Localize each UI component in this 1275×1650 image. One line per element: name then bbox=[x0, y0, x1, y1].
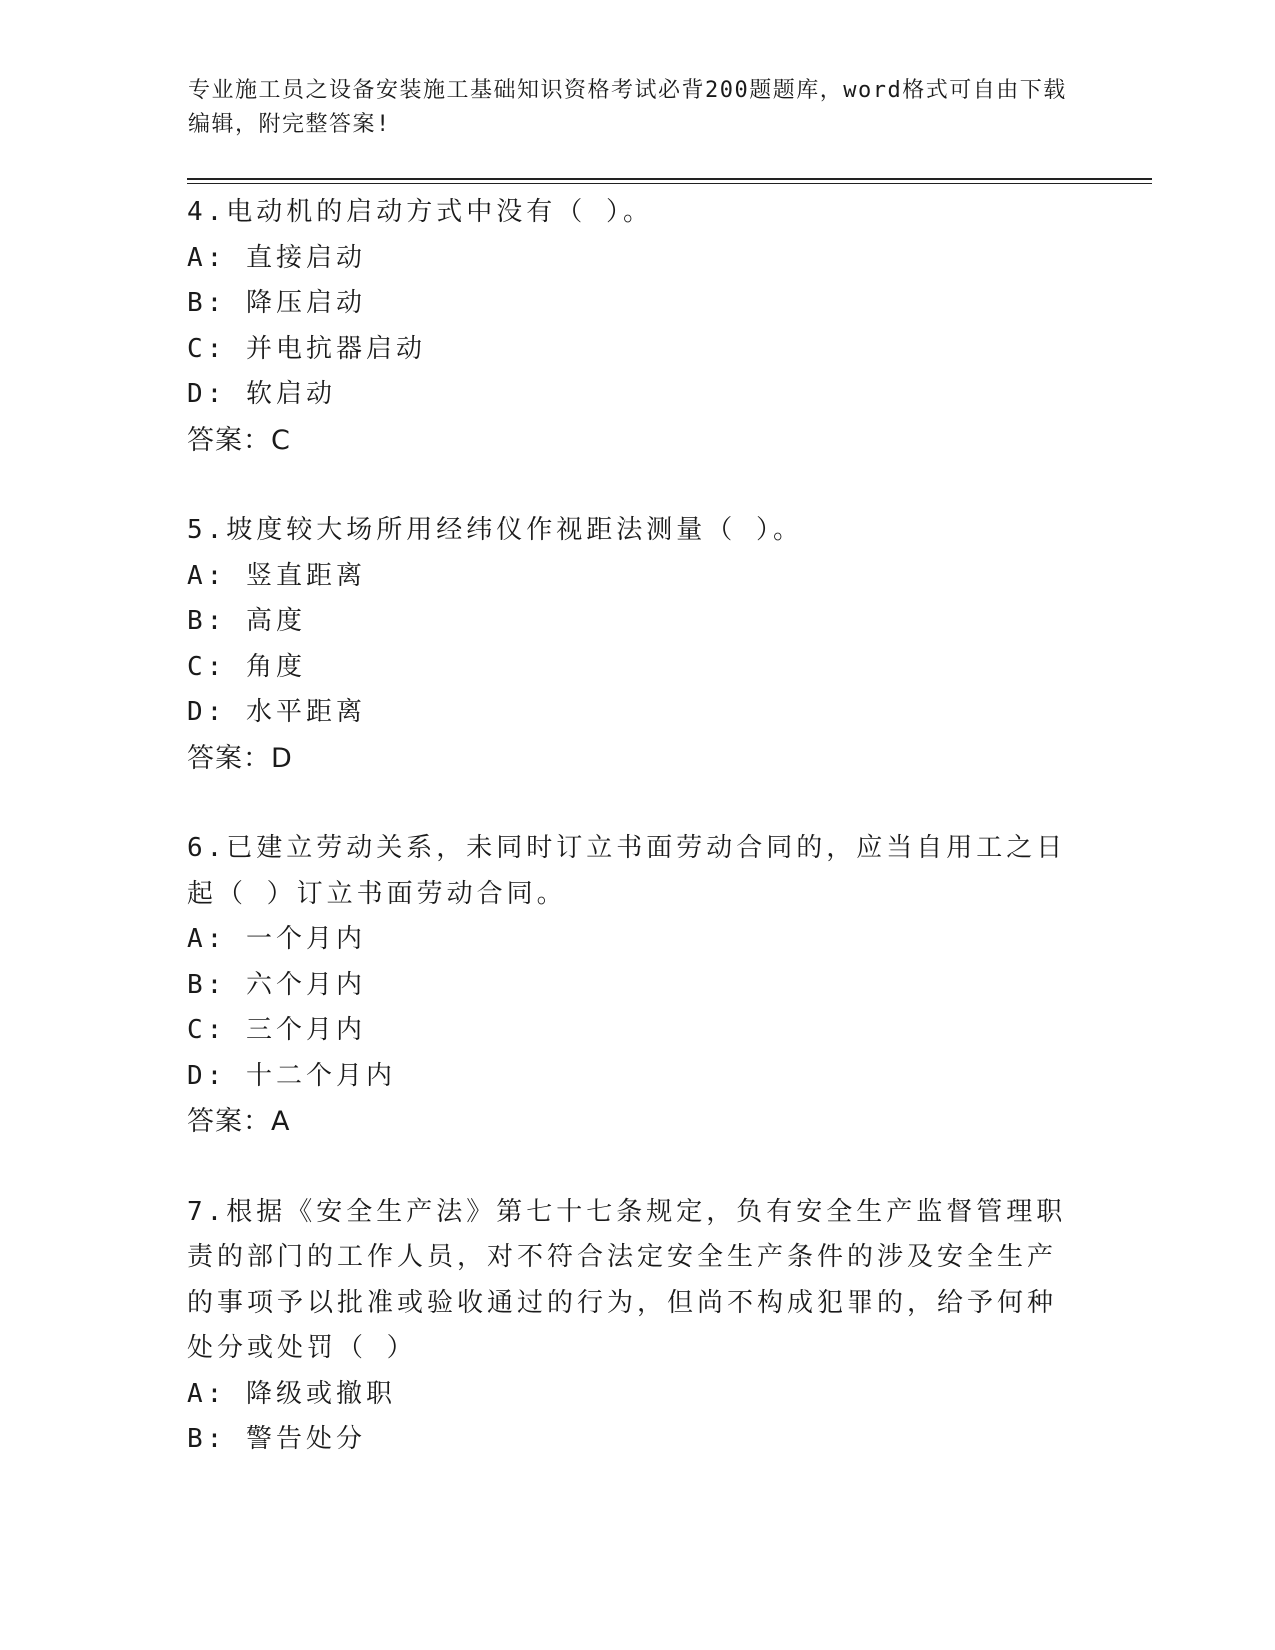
question-list bbox=[187, 190, 1067, 1508]
question-item bbox=[187, 1190, 1067, 1463]
question-stem: 4.电动机的启动方式中没有（ ）。 bbox=[187, 197, 653, 227]
question-item bbox=[187, 826, 1067, 1145]
question-stem: 5.坡度较大场所用经纬仪作视距法测量（ ）。 bbox=[187, 515, 803, 545]
option-b: B: 警告处分 bbox=[187, 1424, 366, 1454]
option-b: B: 降压启动 bbox=[187, 288, 366, 318]
option-d: D: 十二个月内 bbox=[187, 1060, 396, 1091]
option-a: A: 降级或撤职 bbox=[187, 1378, 396, 1409]
option-c: C: 三个月内 bbox=[187, 1015, 366, 1045]
option-d: D: 水平距离 bbox=[187, 697, 366, 727]
option-c: C: 并电抗器启动 bbox=[187, 333, 426, 364]
option-c: C: 角度 bbox=[187, 651, 306, 682]
option-d: D: 软启动 bbox=[187, 379, 336, 409]
question-stem: 6.已建立劳动关系，未同时订立书面劳动合同的，应当自用工之日起（ ）订立书面劳动合同。 bbox=[187, 833, 1067, 909]
option-a: A: 竖直距离 bbox=[187, 560, 366, 591]
option-a: A: 直接启动 bbox=[187, 242, 366, 273]
document-header: 专业施工员之设备安装施工基础知识资格考试必背200题题库，word格式可自由下载编辑，附完整答案! bbox=[188, 78, 1067, 137]
answer-line: 答案：A bbox=[187, 1106, 291, 1137]
option-a: A: 一个月内 bbox=[187, 924, 366, 954]
header-rule bbox=[187, 178, 1152, 180]
question-item bbox=[187, 190, 1067, 463]
option-b: B: 六个月内 bbox=[187, 969, 366, 1000]
header-rule-thin bbox=[187, 183, 1152, 184]
question-item bbox=[187, 508, 1067, 781]
answer-line: 答案：D bbox=[187, 742, 293, 774]
answer-line: 答案：C bbox=[187, 424, 291, 456]
question-stem: 7.根据《安全生产法》第七十七条规定，负有安全生产监督管理职责的部门的工作人员，对不符合法定安全生产条件的涉及安全生产的事项予以批准或验收通过的行为，但尚不构成犯罪的，给予何种处分或处罚（ ） bbox=[187, 1196, 1067, 1363]
option-b: B: 高度 bbox=[187, 606, 306, 636]
